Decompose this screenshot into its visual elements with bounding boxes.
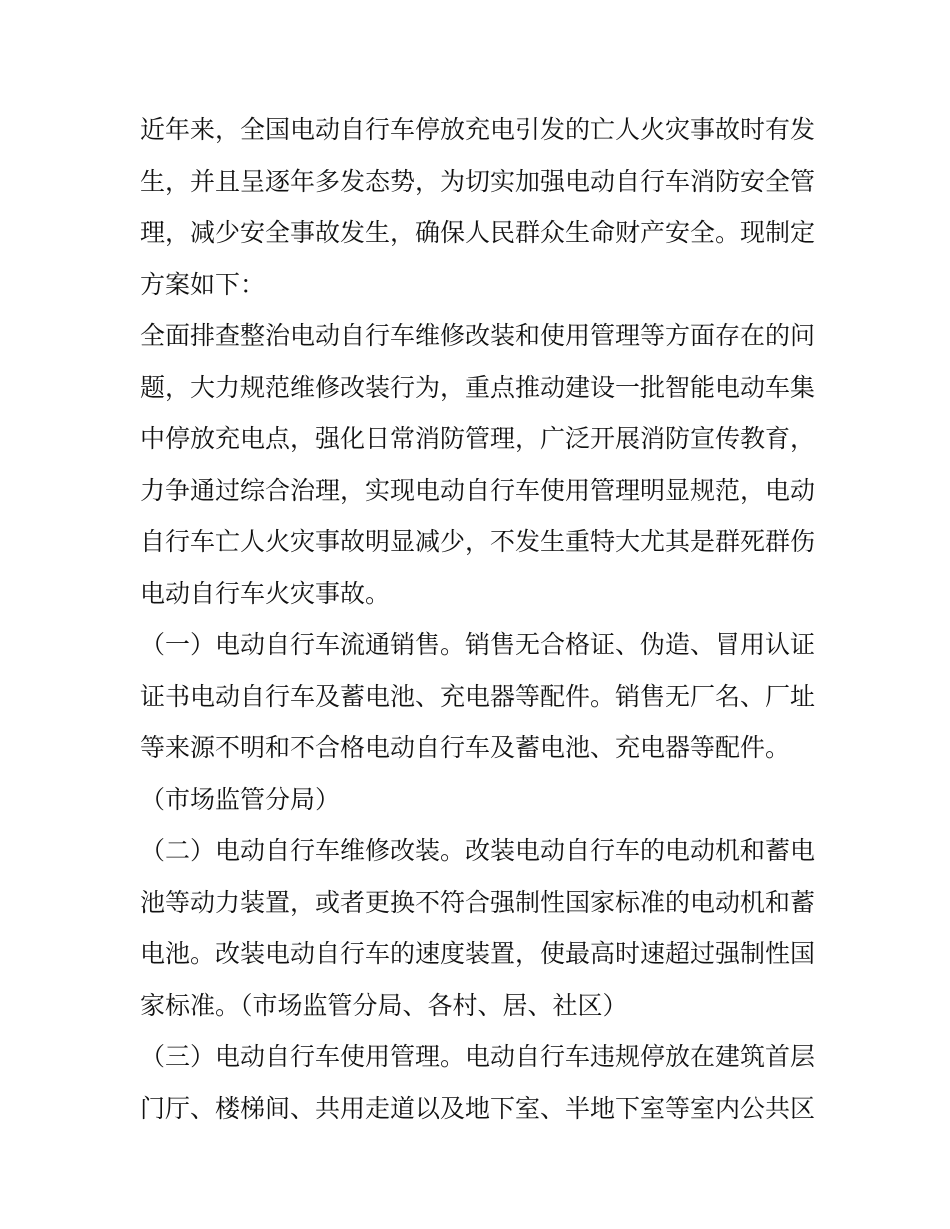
text-line: 电池。改装电动自行车的速度装置，使最高时速超过强制性国 — [140, 939, 816, 968]
text-line: 全面排查整治电动自行车维修改装和使用管理等方面存在的问 — [140, 321, 816, 350]
text-line: 自行车亡人火灾事故明显减少，不发生重特大尤其是群死群伤 — [140, 527, 816, 556]
text-line: 力争通过综合治理，实现电动自行车使用管理明显规范，电动 — [140, 475, 816, 505]
text-line: （三）电动自行车使用管理。电动自行车违规停放在建筑首层 — [140, 1042, 816, 1071]
text-line: 等来源不明和不合格电动自行车及蓄电池、充电器等配件。 — [140, 733, 791, 762]
text-line: 门厅、楼梯间、共用走道以及地下室、半地下室等室内公共区 — [140, 1093, 816, 1123]
text-line: 近年来，全国电动自行车停放充电引发的亡人火灾事故时有发 — [140, 115, 816, 144]
text-line: 方案如下： — [140, 269, 266, 299]
body-text — [140, 108, 820, 1138]
text-line: 池等动力装置，或者更换不符合强制性国家标准的电动机和蓄 — [140, 887, 816, 917]
text-line: 证书电动自行车及蓄电池、充电器等配件。销售无厂名、厂址 — [140, 681, 816, 711]
text-line: 生，并且呈逐年多发态势，为切实加强电动自行车消防安全管 — [140, 166, 816, 196]
text-line: （市场监管分局） — [140, 784, 341, 814]
text-line: 题，大力规范维修改装行为，重点推动建设一批智能电动车集 — [140, 372, 816, 402]
text-line: 中停放充电点，强化日常消防管理，广泛开展消防宣传教育， — [140, 424, 816, 453]
text-line: （二）电动自行车维修改装。改装电动自行车的电动机和蓄电 — [140, 836, 816, 865]
text-line: 家标准。（市场监管分局、各村、居、社区） — [140, 990, 628, 1020]
text-line: （一）电动自行车流通销售。销售无合格证、伪造、冒用认证 — [140, 630, 816, 659]
text-line: 电动自行车火灾事故。 — [140, 578, 391, 608]
text-line: 理，减少安全事故发生，确保人民群众生命财产安全。现制定 — [140, 218, 816, 247]
